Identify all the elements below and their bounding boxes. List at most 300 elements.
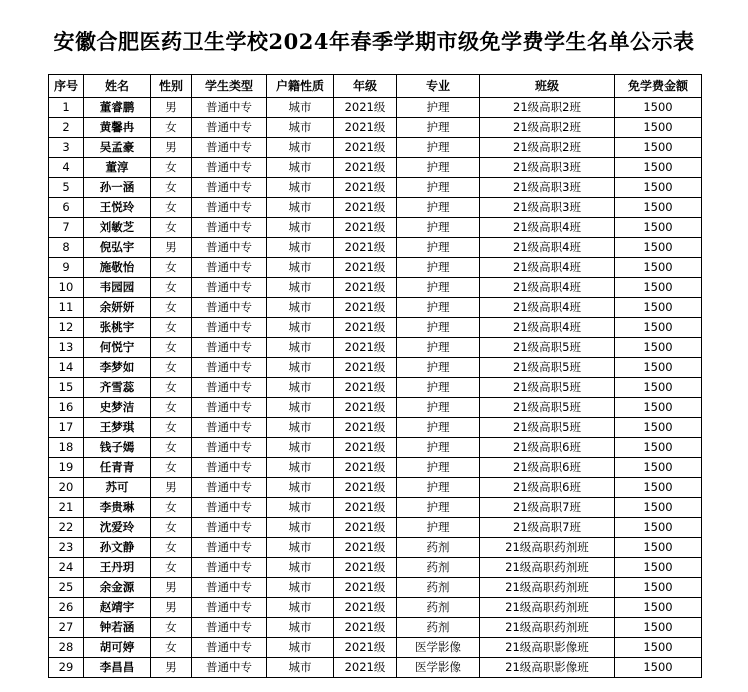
- cell-name: 韦园园: [84, 278, 151, 298]
- cell-major: 护理: [397, 338, 480, 358]
- cell-major: 药剂: [397, 618, 480, 638]
- table-row: [49, 458, 702, 478]
- table-row: [49, 338, 702, 358]
- cell-gender: 男: [151, 578, 192, 598]
- cell-class: 21级高职3班: [480, 178, 615, 198]
- cell-household: 城市: [267, 298, 334, 318]
- table-row: [49, 378, 702, 398]
- cell-gender: 女: [151, 318, 192, 338]
- cell-class: 21级高职4班: [480, 278, 615, 298]
- cell-index: 10: [49, 278, 84, 298]
- cell-index: 21: [49, 498, 84, 518]
- cell-household: 城市: [267, 478, 334, 498]
- table-row: [49, 518, 702, 538]
- cell-name: 李贵琳: [84, 498, 151, 518]
- column-header-grade: 年级: [334, 75, 397, 98]
- cell-index: 16: [49, 398, 84, 418]
- cell-grade: 2021级: [334, 218, 397, 238]
- cell-name: 董睿鹏: [84, 98, 151, 118]
- cell-student-type: 普通中专: [192, 318, 267, 338]
- cell-household: 城市: [267, 638, 334, 658]
- cell-amount: 1500: [615, 458, 702, 478]
- cell-index: 11: [49, 298, 84, 318]
- cell-amount: 1500: [615, 198, 702, 218]
- cell-gender: 女: [151, 538, 192, 558]
- table-row: [49, 138, 702, 158]
- cell-name: 李昌昌: [84, 658, 151, 678]
- cell-major: 护理: [397, 98, 480, 118]
- cell-student-type: 普通中专: [192, 358, 267, 378]
- column-header-amount: 免学费金额: [615, 75, 702, 98]
- cell-grade: 2021级: [334, 418, 397, 438]
- cell-household: 城市: [267, 178, 334, 198]
- cell-student-type: 普通中专: [192, 98, 267, 118]
- cell-grade: 2021级: [334, 118, 397, 138]
- cell-name: 史梦洁: [84, 398, 151, 418]
- cell-grade: 2021级: [334, 378, 397, 398]
- cell-household: 城市: [267, 378, 334, 398]
- cell-grade: 2021级: [334, 258, 397, 278]
- cell-gender: 男: [151, 598, 192, 618]
- cell-major: 护理: [397, 378, 480, 398]
- cell-name: 张桃宇: [84, 318, 151, 338]
- cell-class: 21级高职影像班: [480, 658, 615, 678]
- cell-household: 城市: [267, 118, 334, 138]
- table-row: [49, 198, 702, 218]
- cell-major: 护理: [397, 278, 480, 298]
- cell-amount: 1500: [615, 638, 702, 658]
- cell-index: 4: [49, 158, 84, 178]
- cell-major: 护理: [397, 478, 480, 498]
- cell-class: 21级高职2班: [480, 118, 615, 138]
- cell-amount: 1500: [615, 558, 702, 578]
- cell-grade: 2021级: [334, 458, 397, 478]
- column-header-class: 班级: [480, 75, 615, 98]
- cell-student-type: 普通中专: [192, 478, 267, 498]
- cell-household: 城市: [267, 398, 334, 418]
- table-row: [49, 98, 702, 118]
- cell-name: 孙一涵: [84, 178, 151, 198]
- cell-student-type: 普通中专: [192, 378, 267, 398]
- table-row: [49, 318, 702, 338]
- cell-name: 黄馨冉: [84, 118, 151, 138]
- cell-name: 李梦如: [84, 358, 151, 378]
- cell-class: 21级高职4班: [480, 218, 615, 238]
- cell-major: 护理: [397, 498, 480, 518]
- column-header-gender: 性别: [151, 75, 192, 98]
- cell-gender: 男: [151, 658, 192, 678]
- column-header-index: 序号: [49, 75, 84, 98]
- table-body: [49, 98, 702, 678]
- cell-student-type: 普通中专: [192, 198, 267, 218]
- cell-household: 城市: [267, 558, 334, 578]
- cell-name: 何悦宁: [84, 338, 151, 358]
- cell-name: 施敬怡: [84, 258, 151, 278]
- cell-grade: 2021级: [334, 598, 397, 618]
- cell-grade: 2021级: [334, 138, 397, 158]
- cell-gender: 女: [151, 218, 192, 238]
- cell-major: 医学影像: [397, 638, 480, 658]
- cell-household: 城市: [267, 358, 334, 378]
- cell-class: 21级高职2班: [480, 98, 615, 118]
- cell-student-type: 普通中专: [192, 438, 267, 458]
- cell-student-type: 普通中专: [192, 338, 267, 358]
- cell-household: 城市: [267, 518, 334, 538]
- cell-major: 护理: [397, 118, 480, 138]
- cell-household: 城市: [267, 198, 334, 218]
- cell-household: 城市: [267, 578, 334, 598]
- cell-name: 胡可婷: [84, 638, 151, 658]
- cell-major: 护理: [397, 138, 480, 158]
- cell-index: 17: [49, 418, 84, 438]
- cell-household: 城市: [267, 278, 334, 298]
- table-row: [49, 218, 702, 238]
- cell-index: 14: [49, 358, 84, 378]
- cell-class: 21级高职药剂班: [480, 578, 615, 598]
- cell-grade: 2021级: [334, 298, 397, 318]
- cell-household: 城市: [267, 138, 334, 158]
- cell-major: 护理: [397, 418, 480, 438]
- cell-amount: 1500: [615, 118, 702, 138]
- cell-amount: 1500: [615, 278, 702, 298]
- cell-gender: 女: [151, 158, 192, 178]
- column-header-household: 户籍性质: [267, 75, 334, 98]
- cell-major: 医学影像: [397, 658, 480, 678]
- cell-major: 护理: [397, 258, 480, 278]
- cell-household: 城市: [267, 618, 334, 638]
- cell-student-type: 普通中专: [192, 298, 267, 318]
- cell-index: 26: [49, 598, 84, 618]
- cell-household: 城市: [267, 658, 334, 678]
- cell-amount: 1500: [615, 378, 702, 398]
- cell-index: 12: [49, 318, 84, 338]
- cell-name: 董淳: [84, 158, 151, 178]
- cell-index: 23: [49, 538, 84, 558]
- student-list-table: [48, 74, 702, 678]
- cell-household: 城市: [267, 258, 334, 278]
- cell-student-type: 普通中专: [192, 598, 267, 618]
- column-header-student-type: 学生类型: [192, 75, 267, 98]
- cell-major: 护理: [397, 298, 480, 318]
- cell-gender: 女: [151, 178, 192, 198]
- cell-major: 护理: [397, 238, 480, 258]
- cell-grade: 2021级: [334, 238, 397, 258]
- cell-student-type: 普通中专: [192, 618, 267, 638]
- cell-index: 5: [49, 178, 84, 198]
- table-row: [49, 238, 702, 258]
- cell-household: 城市: [267, 438, 334, 458]
- cell-gender: 女: [151, 438, 192, 458]
- cell-class: 21级高职6班: [480, 478, 615, 498]
- cell-gender: 女: [151, 458, 192, 478]
- cell-name: 余妍妍: [84, 298, 151, 318]
- cell-name: 齐雪蕊: [84, 378, 151, 398]
- cell-student-type: 普通中专: [192, 278, 267, 298]
- table-row: [49, 438, 702, 458]
- cell-student-type: 普通中专: [192, 578, 267, 598]
- cell-name: 余金源: [84, 578, 151, 598]
- cell-amount: 1500: [615, 518, 702, 538]
- cell-gender: 男: [151, 238, 192, 258]
- cell-grade: 2021级: [334, 638, 397, 658]
- cell-household: 城市: [267, 538, 334, 558]
- cell-grade: 2021级: [334, 618, 397, 638]
- cell-household: 城市: [267, 338, 334, 358]
- cell-amount: 1500: [615, 218, 702, 238]
- cell-grade: 2021级: [334, 98, 397, 118]
- cell-name: 王丹玥: [84, 558, 151, 578]
- cell-class: 21级高职3班: [480, 198, 615, 218]
- cell-class: 21级高职药剂班: [480, 618, 615, 638]
- cell-index: 28: [49, 638, 84, 658]
- cell-student-type: 普通中专: [192, 238, 267, 258]
- cell-major: 药剂: [397, 538, 480, 558]
- cell-class: 21级高职影像班: [480, 638, 615, 658]
- cell-amount: 1500: [615, 138, 702, 158]
- cell-grade: 2021级: [334, 278, 397, 298]
- column-header-major: 专业: [397, 75, 480, 98]
- cell-class: 21级高职药剂班: [480, 538, 615, 558]
- cell-student-type: 普通中专: [192, 398, 267, 418]
- cell-grade: 2021级: [334, 178, 397, 198]
- cell-major: 护理: [397, 398, 480, 418]
- cell-grade: 2021级: [334, 578, 397, 598]
- cell-class: 21级高职3班: [480, 158, 615, 178]
- table-row: [49, 578, 702, 598]
- page-title: 安徽合肥医药卫生学校2024年春季学期市级免学费学生名单公示表: [53, 29, 695, 54]
- cell-major: 护理: [397, 438, 480, 458]
- cell-major: 护理: [397, 218, 480, 238]
- cell-index: 25: [49, 578, 84, 598]
- table-row: [49, 558, 702, 578]
- cell-student-type: 普通中专: [192, 538, 267, 558]
- cell-gender: 女: [151, 518, 192, 538]
- cell-class: 21级高职5班: [480, 378, 615, 398]
- cell-class: 21级高职4班: [480, 238, 615, 258]
- cell-major: 护理: [397, 178, 480, 198]
- cell-class: 21级高职5班: [480, 338, 615, 358]
- cell-student-type: 普通中专: [192, 178, 267, 198]
- cell-gender: 女: [151, 498, 192, 518]
- cell-class: 21级高职5班: [480, 418, 615, 438]
- cell-gender: 女: [151, 258, 192, 278]
- cell-amount: 1500: [615, 338, 702, 358]
- cell-household: 城市: [267, 218, 334, 238]
- cell-gender: 男: [151, 138, 192, 158]
- cell-gender: 女: [151, 618, 192, 638]
- cell-major: 药剂: [397, 578, 480, 598]
- cell-major: 药剂: [397, 598, 480, 618]
- cell-grade: 2021级: [334, 498, 397, 518]
- cell-grade: 2021级: [334, 338, 397, 358]
- cell-gender: 女: [151, 418, 192, 438]
- cell-grade: 2021级: [334, 318, 397, 338]
- cell-class: 21级高职5班: [480, 358, 615, 378]
- cell-amount: 1500: [615, 358, 702, 378]
- table-row: [49, 418, 702, 438]
- cell-amount: 1500: [615, 398, 702, 418]
- cell-student-type: 普通中专: [192, 138, 267, 158]
- cell-index: 1: [49, 98, 84, 118]
- cell-major: 护理: [397, 458, 480, 478]
- cell-index: 2: [49, 118, 84, 138]
- cell-name: 吴孟豪: [84, 138, 151, 158]
- cell-gender: 女: [151, 378, 192, 398]
- table-header-row: [49, 75, 702, 98]
- cell-class: 21级高职4班: [480, 258, 615, 278]
- cell-index: 27: [49, 618, 84, 638]
- cell-index: 24: [49, 558, 84, 578]
- cell-index: 15: [49, 378, 84, 398]
- cell-student-type: 普通中专: [192, 218, 267, 238]
- cell-grade: 2021级: [334, 398, 397, 418]
- cell-index: 29: [49, 658, 84, 678]
- cell-name: 赵靖宇: [84, 598, 151, 618]
- cell-student-type: 普通中专: [192, 498, 267, 518]
- table-row: [49, 638, 702, 658]
- cell-gender: 女: [151, 298, 192, 318]
- cell-name: 钱子嫣: [84, 438, 151, 458]
- cell-amount: 1500: [615, 598, 702, 618]
- cell-amount: 1500: [615, 618, 702, 638]
- cell-amount: 1500: [615, 658, 702, 678]
- cell-amount: 1500: [615, 438, 702, 458]
- table-row: [49, 298, 702, 318]
- cell-class: 21级高职6班: [480, 438, 615, 458]
- cell-grade: 2021级: [334, 158, 397, 178]
- cell-major: 护理: [397, 158, 480, 178]
- cell-gender: 女: [151, 278, 192, 298]
- cell-household: 城市: [267, 318, 334, 338]
- cell-student-type: 普通中专: [192, 258, 267, 278]
- cell-student-type: 普通中专: [192, 658, 267, 678]
- cell-class: 21级高职4班: [480, 318, 615, 338]
- cell-gender: 女: [151, 198, 192, 218]
- cell-name: 钟若涵: [84, 618, 151, 638]
- cell-grade: 2021级: [334, 558, 397, 578]
- cell-class: 21级高职5班: [480, 398, 615, 418]
- table-row: [49, 258, 702, 278]
- cell-gender: 女: [151, 638, 192, 658]
- cell-class: 21级高职7班: [480, 518, 615, 538]
- cell-class: 21级高职4班: [480, 298, 615, 318]
- table-row: [49, 278, 702, 298]
- cell-student-type: 普通中专: [192, 638, 267, 658]
- cell-amount: 1500: [615, 418, 702, 438]
- cell-index: 18: [49, 438, 84, 458]
- cell-name: 沈爱玲: [84, 518, 151, 538]
- cell-major: 护理: [397, 318, 480, 338]
- cell-student-type: 普通中专: [192, 518, 267, 538]
- table-row: [49, 118, 702, 138]
- cell-class: 21级高职药剂班: [480, 598, 615, 618]
- cell-amount: 1500: [615, 538, 702, 558]
- cell-grade: 2021级: [334, 438, 397, 458]
- table-row: [49, 478, 702, 498]
- table-row: [49, 538, 702, 558]
- cell-grade: 2021级: [334, 198, 397, 218]
- table-row: [49, 358, 702, 378]
- cell-gender: 男: [151, 478, 192, 498]
- cell-student-type: 普通中专: [192, 558, 267, 578]
- cell-major: 护理: [397, 198, 480, 218]
- cell-index: 22: [49, 518, 84, 538]
- cell-class: 21级高职药剂班: [480, 558, 615, 578]
- cell-amount: 1500: [615, 318, 702, 338]
- cell-index: 9: [49, 258, 84, 278]
- cell-amount: 1500: [615, 298, 702, 318]
- cell-household: 城市: [267, 238, 334, 258]
- table-row: [49, 398, 702, 418]
- cell-grade: 2021级: [334, 658, 397, 678]
- cell-amount: 1500: [615, 578, 702, 598]
- cell-grade: 2021级: [334, 478, 397, 498]
- cell-grade: 2021级: [334, 538, 397, 558]
- table-row: [49, 658, 702, 678]
- cell-index: 13: [49, 338, 84, 358]
- cell-index: 6: [49, 198, 84, 218]
- cell-index: 7: [49, 218, 84, 238]
- cell-household: 城市: [267, 418, 334, 438]
- cell-student-type: 普通中专: [192, 458, 267, 478]
- cell-gender: 女: [151, 558, 192, 578]
- cell-amount: 1500: [615, 238, 702, 258]
- cell-amount: 1500: [615, 158, 702, 178]
- cell-grade: 2021级: [334, 358, 397, 378]
- cell-household: 城市: [267, 98, 334, 118]
- cell-amount: 1500: [615, 498, 702, 518]
- cell-gender: 男: [151, 98, 192, 118]
- cell-student-type: 普通中专: [192, 118, 267, 138]
- cell-class: 21级高职2班: [480, 138, 615, 158]
- cell-grade: 2021级: [334, 518, 397, 538]
- cell-gender: 女: [151, 338, 192, 358]
- cell-amount: 1500: [615, 258, 702, 278]
- cell-index: 20: [49, 478, 84, 498]
- table-row: [49, 498, 702, 518]
- cell-amount: 1500: [615, 98, 702, 118]
- cell-amount: 1500: [615, 178, 702, 198]
- cell-name: 任青青: [84, 458, 151, 478]
- cell-major: 药剂: [397, 558, 480, 578]
- cell-name: 苏可: [84, 478, 151, 498]
- table-row: [49, 178, 702, 198]
- cell-class: 21级高职7班: [480, 498, 615, 518]
- cell-amount: 1500: [615, 478, 702, 498]
- cell-name: 倪弘宇: [84, 238, 151, 258]
- cell-index: 19: [49, 458, 84, 478]
- cell-name: 孙文静: [84, 538, 151, 558]
- cell-student-type: 普通中专: [192, 158, 267, 178]
- cell-household: 城市: [267, 458, 334, 478]
- table-row: [49, 598, 702, 618]
- table-row: [49, 618, 702, 638]
- cell-index: 8: [49, 238, 84, 258]
- cell-gender: 女: [151, 118, 192, 138]
- cell-gender: 女: [151, 358, 192, 378]
- cell-name: 王梦琪: [84, 418, 151, 438]
- cell-student-type: 普通中专: [192, 418, 267, 438]
- cell-major: 护理: [397, 518, 480, 538]
- cell-index: 3: [49, 138, 84, 158]
- cell-household: 城市: [267, 498, 334, 518]
- cell-major: 护理: [397, 358, 480, 378]
- cell-name: 王悦玲: [84, 198, 151, 218]
- column-header-name: 姓名: [84, 75, 151, 98]
- cell-class: 21级高职6班: [480, 458, 615, 478]
- cell-name: 刘敏芝: [84, 218, 151, 238]
- cell-gender: 女: [151, 398, 192, 418]
